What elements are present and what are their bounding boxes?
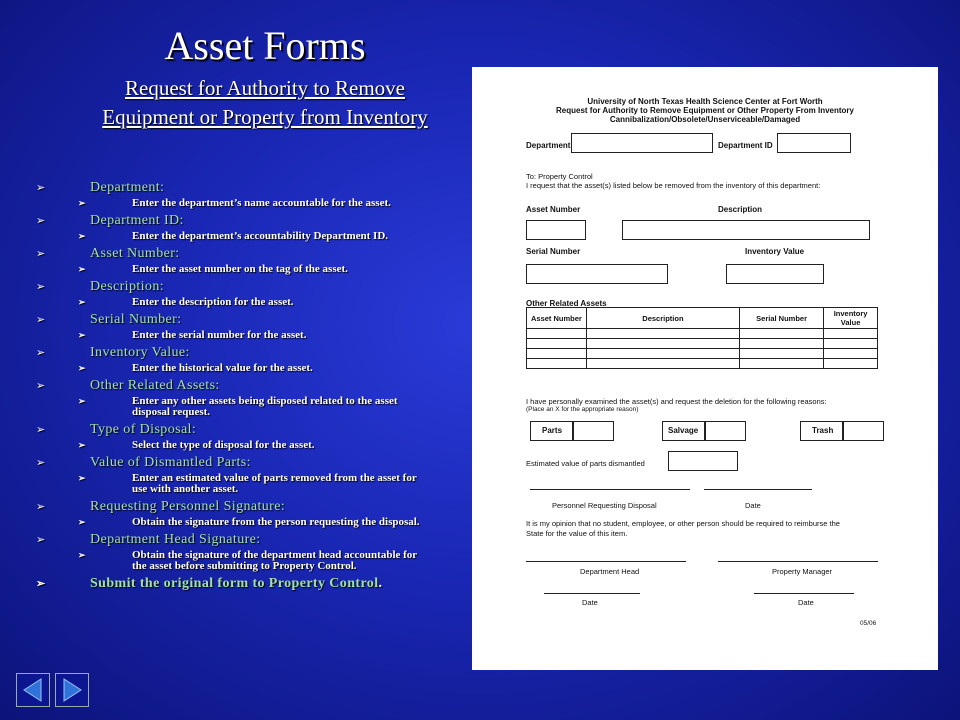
form-property-manager-label: Property Manager bbox=[772, 567, 833, 576]
arrow-bullet-icon: ➢ bbox=[36, 314, 46, 326]
form-header-2: Request for Authority to Remove Equipment or Other Property From Inventory bbox=[556, 106, 854, 115]
form-examined-line: I have personally examined the asset(s) and request the deletion for the following reasons: bbox=[526, 397, 827, 406]
arrow-bullet-icon: ➢ bbox=[78, 473, 86, 483]
form-serial-number-box bbox=[526, 264, 668, 284]
form-header-3: Cannibalization/Obsolete/Unserviceable/Damaged bbox=[609, 115, 801, 124]
bullet-type-of-disposal: ➢ Type of Disposal: bbox=[36, 422, 197, 437]
form-department-box bbox=[571, 133, 713, 153]
bullet-submit-form: ➢ Submit the original form to Property Control. bbox=[36, 576, 383, 591]
arrow-bullet-icon: ➢ bbox=[36, 347, 46, 359]
arrow-bullet-icon: ➢ bbox=[78, 297, 86, 307]
form-salvage-label: Salvage bbox=[668, 426, 699, 435]
arrow-bullet-icon: ➢ bbox=[36, 182, 46, 194]
form-other-related-label: Other Related Assets bbox=[526, 299, 607, 308]
form-signature-line-date bbox=[704, 489, 812, 490]
col-description: Description bbox=[586, 308, 739, 329]
arrow-bullet-icon: ➢ bbox=[36, 281, 46, 293]
form-request-line: I request that the asset(s) listed below be removed from the inventory of this department: bbox=[526, 181, 821, 190]
sub-bullet-department: ➢ Enter the department’s name accountable for the asset. bbox=[78, 197, 391, 209]
form-trash-label: Trash bbox=[812, 426, 834, 435]
form-department-label: Department bbox=[526, 141, 571, 150]
form-description-label: Description bbox=[718, 205, 763, 214]
arrow-bullet-icon: ➢ bbox=[78, 231, 86, 241]
table-row bbox=[527, 349, 878, 359]
bullet-requesting-personnel-signature: ➢ Requesting Personnel Signature: bbox=[36, 499, 286, 514]
form-date-label: Date bbox=[745, 501, 761, 510]
slide-subtitle-line-1: Request for Authority to Remove bbox=[125, 76, 405, 100]
form-description-box bbox=[622, 220, 870, 240]
form-opinion-line-2: State for the value of this item. bbox=[526, 529, 628, 538]
bullet-other-related-assets: ➢ Other Related Assets: bbox=[36, 378, 220, 393]
next-slide-button[interactable] bbox=[55, 673, 89, 707]
form-trash-divider bbox=[842, 421, 844, 441]
form-opinion-line-1: It is my opinion that no student, employee, or other person should be required to reimburse the bbox=[526, 519, 840, 528]
bullet-description: ➢ Description: bbox=[36, 279, 165, 294]
sub-bullet-department-id: ➢ Enter the department’s accountability Department ID. bbox=[78, 230, 389, 242]
form-date-label-right: Date bbox=[798, 598, 814, 607]
bullet-department-head-signature: ➢ Department Head Signature: bbox=[36, 532, 261, 547]
form-department-id-box bbox=[777, 133, 851, 153]
form-signature-line-personnel bbox=[530, 489, 690, 490]
form-header-1: University of North Texas Health Science Center at Fort Worth bbox=[587, 97, 823, 106]
form-to-line: To: Property Control bbox=[526, 172, 593, 181]
sub-bullet-value-dismantled-parts: ➢ Enter an estimated value of parts removed from the asset for use with another asset. bbox=[78, 472, 417, 495]
col-asset-number: Asset Number bbox=[527, 308, 587, 329]
form-personnel-label: Personnel Requesting Disposal bbox=[552, 501, 657, 510]
arrow-bullet-icon: ➢ bbox=[78, 517, 86, 527]
form-salvage-divider bbox=[704, 421, 706, 441]
bullet-serial-number: ➢ Serial Number: bbox=[36, 312, 182, 327]
sub-bullet-description: ➢ Enter the description for the asset. bbox=[78, 296, 294, 308]
table-row bbox=[527, 329, 878, 339]
form-department-id-label: Department ID bbox=[718, 141, 773, 150]
form-date-label-left: Date bbox=[582, 598, 598, 607]
form-signature-line-dept-head bbox=[526, 561, 686, 562]
col-serial-number: Serial Number bbox=[740, 308, 824, 329]
form-related-assets-table bbox=[526, 307, 878, 369]
form-date-line-right bbox=[754, 593, 854, 594]
form-inventory-value-box bbox=[726, 264, 824, 284]
form-signature-line-property-manager bbox=[718, 561, 878, 562]
arrow-bullet-icon: ➢ bbox=[36, 457, 46, 469]
instruction-list bbox=[36, 176, 426, 592]
arrow-bullet-icon: ➢ bbox=[78, 396, 86, 406]
arrow-bullet-icon: ➢ bbox=[36, 501, 46, 513]
sub-bullet-serial-number: ➢ Enter the serial number for the asset. bbox=[78, 329, 307, 341]
arrow-bullet-icon: ➢ bbox=[36, 534, 46, 546]
form-parts-label: Parts bbox=[542, 426, 563, 435]
sub-bullet-department-head-signature: ➢ Obtain the signature of the department head accountable for the asset before submitting to Property Control. bbox=[78, 549, 417, 572]
triangle-left-icon bbox=[17, 674, 49, 706]
col-inventory-value: Inventory Value bbox=[824, 308, 878, 329]
form-asset-number-label: Asset Number bbox=[526, 205, 581, 214]
triangle-right-icon bbox=[56, 674, 88, 706]
sub-bullet-requesting-personnel-signature: ➢ Obtain the signature from the person requesting the disposal. bbox=[78, 516, 420, 528]
table-row bbox=[527, 359, 878, 369]
sub-bullet-other-related-assets: ➢ Enter any other assets being disposed related to the asset disposal request. bbox=[78, 395, 398, 418]
arrow-bullet-icon: ➢ bbox=[78, 550, 86, 560]
arrow-bullet-icon: ➢ bbox=[78, 330, 86, 340]
arrow-bullet-icon: ➢ bbox=[36, 215, 46, 227]
table-row bbox=[527, 339, 878, 349]
sub-bullet-inventory-value: ➢ Enter the historical value for the asset. bbox=[78, 362, 313, 374]
arrow-bullet-icon: ➢ bbox=[36, 248, 46, 260]
arrow-bullet-icon: ➢ bbox=[78, 264, 86, 274]
bullet-department-id: ➢ Department ID: bbox=[36, 213, 184, 228]
previous-slide-button[interactable] bbox=[16, 673, 50, 707]
slide-title-block bbox=[30, 22, 500, 132]
bullet-value-dismantled-parts: ➢ Value of Dismantled Parts: bbox=[36, 455, 251, 470]
arrow-bullet-icon: ➢ bbox=[78, 363, 86, 373]
bullet-department: ➢ Department: bbox=[36, 180, 165, 195]
arrow-bullet-icon: ➢ bbox=[36, 424, 46, 436]
form-revision: 05/06 bbox=[860, 620, 877, 627]
arrow-bullet-icon: ➢ bbox=[78, 198, 86, 208]
sub-bullet-asset-number: ➢ Enter the asset number on the tag of the asset. bbox=[78, 263, 348, 275]
form-parts-divider bbox=[572, 421, 574, 441]
slide-subtitle bbox=[30, 74, 500, 132]
asset-form-image bbox=[472, 67, 938, 670]
form-place-x-line: (Place an X for the appropriate reason) bbox=[526, 406, 639, 413]
arrow-bullet-icon: ➢ bbox=[36, 380, 46, 392]
sub-bullet-type-of-disposal: ➢ Select the type of disposal for the asset. bbox=[78, 439, 315, 451]
arrow-bullet-icon: ➢ bbox=[78, 440, 86, 450]
bullet-inventory-value: ➢ Inventory Value: bbox=[36, 345, 190, 360]
form-serial-number-label: Serial Number bbox=[526, 247, 581, 256]
form-estimated-label: Estimated value of parts dismantled bbox=[526, 459, 645, 468]
slide-subtitle-line-2: Equipment or Property from Inventory bbox=[102, 105, 428, 129]
form-date-line-left bbox=[544, 593, 640, 594]
arrow-bullet-icon: ➢ bbox=[36, 578, 46, 590]
form-dept-head-label: Department Head bbox=[580, 567, 640, 576]
form-estimated-box bbox=[668, 451, 738, 471]
slide-title: Asset Forms bbox=[164, 23, 366, 68]
form-inventory-value-label: Inventory Value bbox=[745, 247, 805, 256]
bullet-asset-number: ➢ Asset Number: bbox=[36, 246, 180, 261]
form-asset-number-box bbox=[526, 220, 586, 240]
